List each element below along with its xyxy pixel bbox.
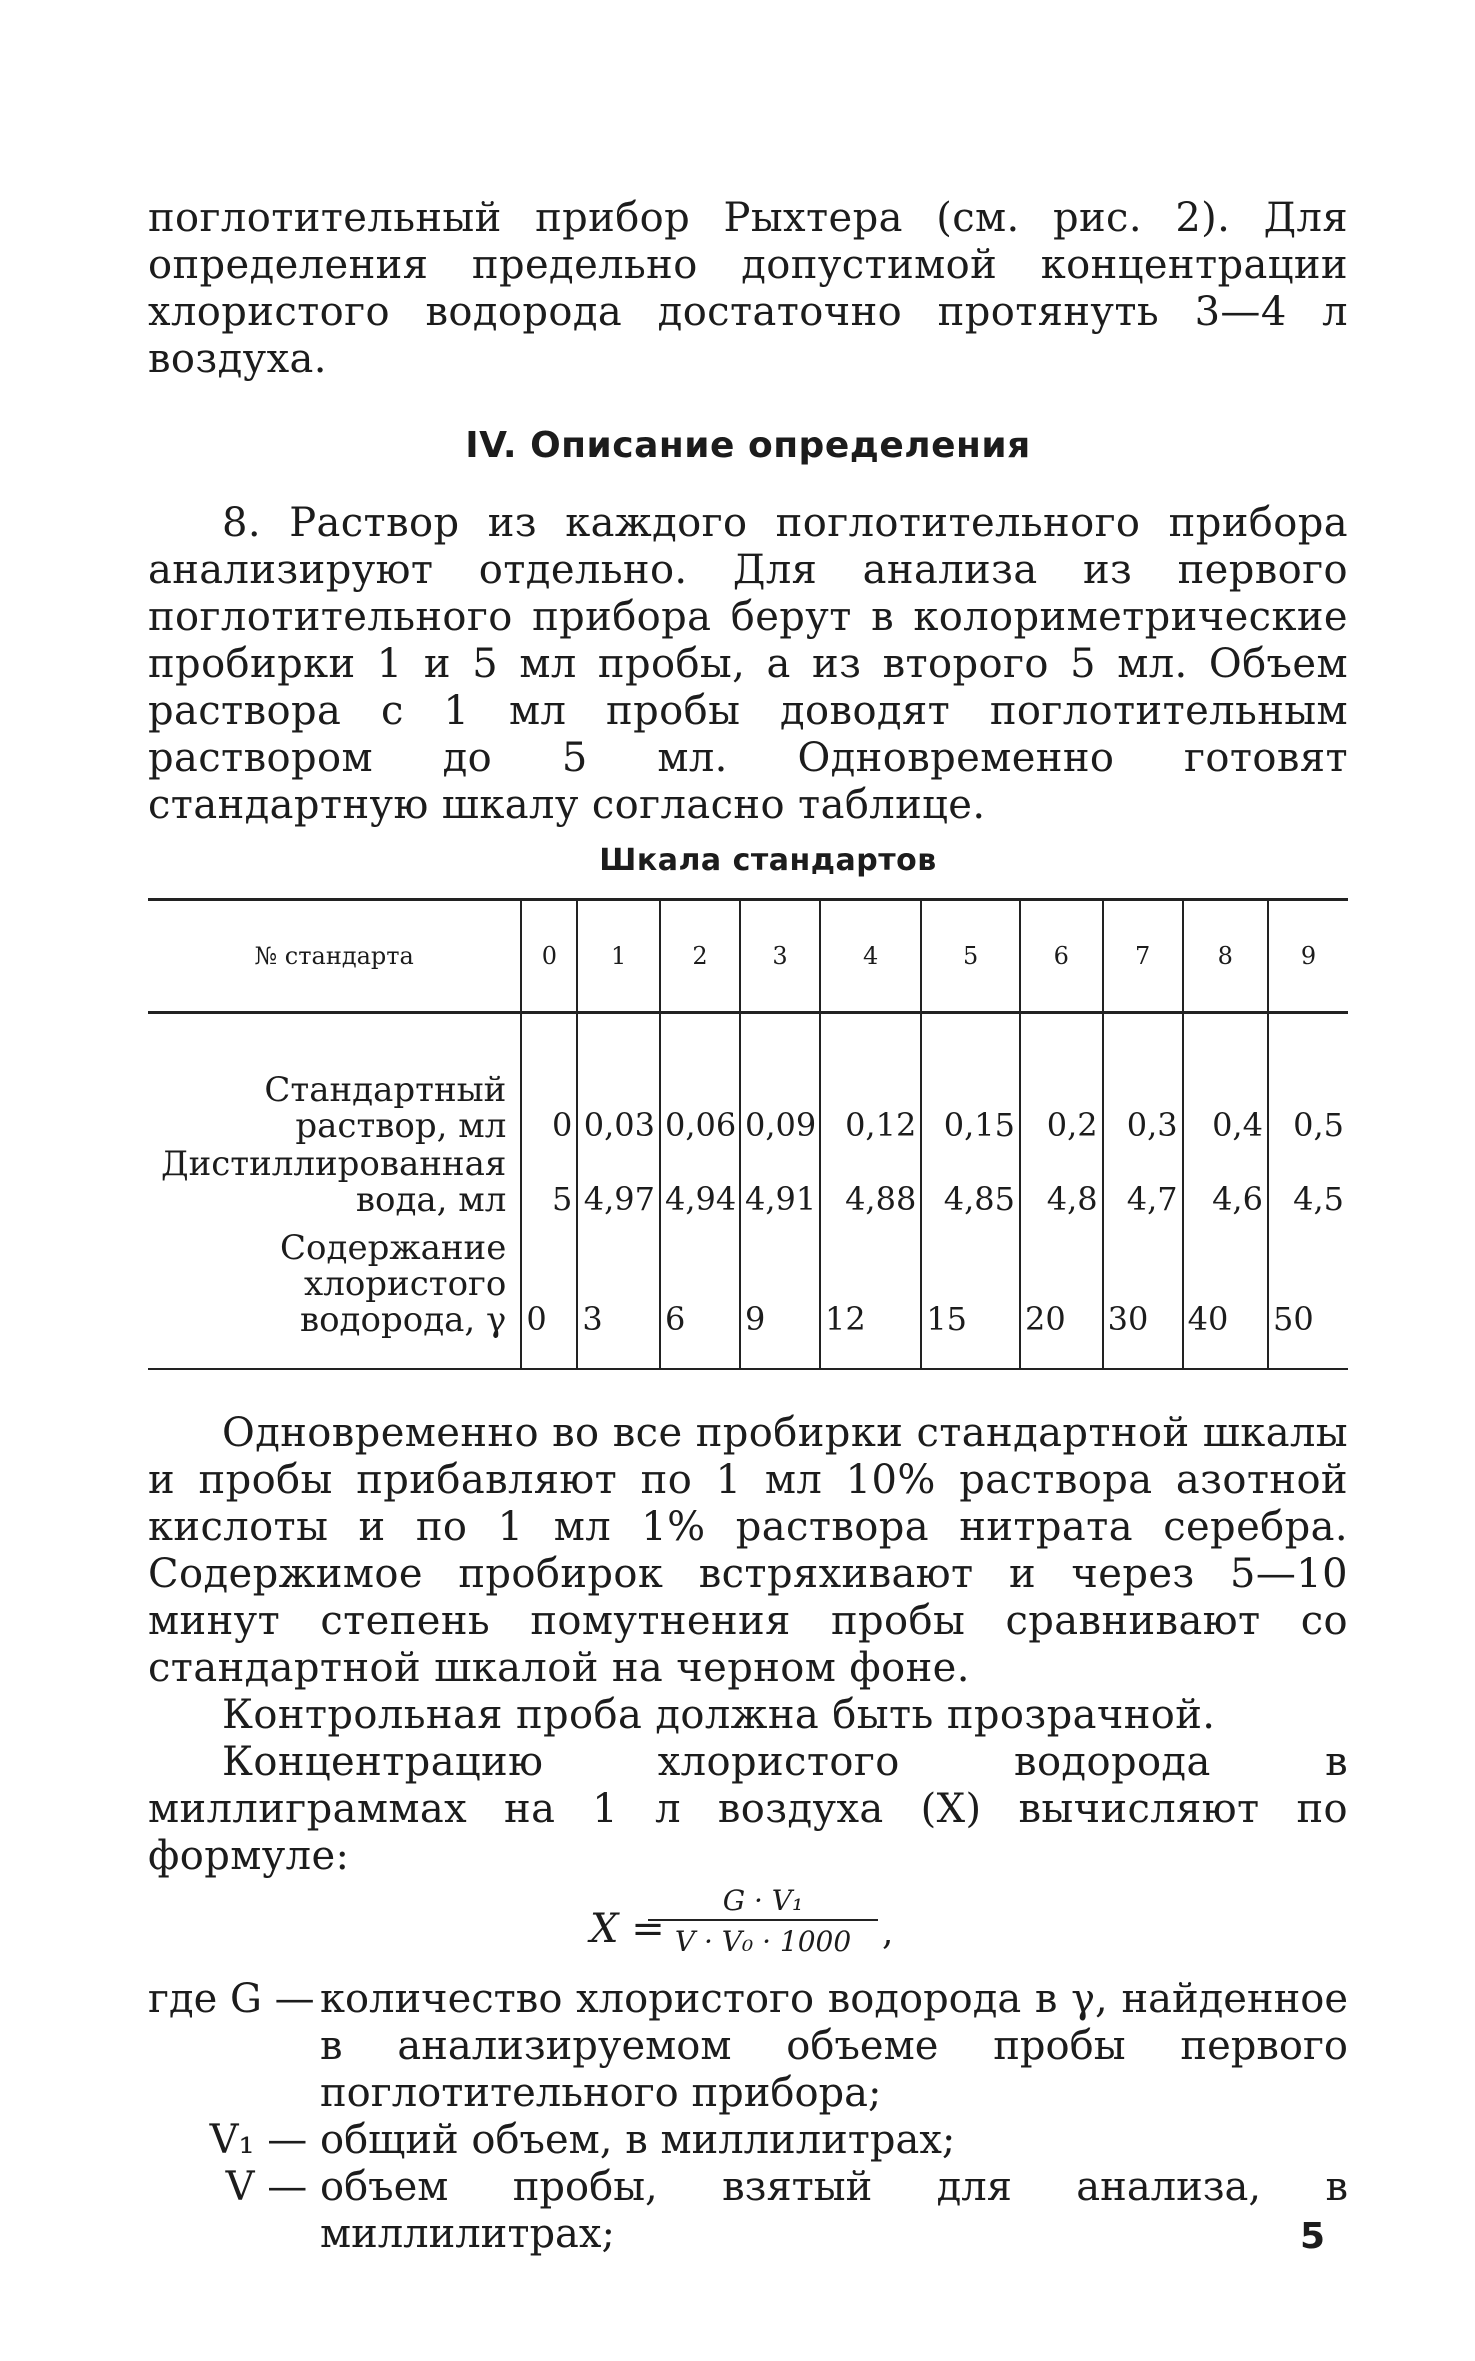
definition-label: V₁ — [209,2117,320,2163]
definition-item [148,1976,1348,2117]
table-cell: 0 [521,1013,577,1147]
table-header-row [148,900,1348,1013]
table-cell: 4,94 [660,1146,740,1220]
table-cell: 4,85 [921,1146,1020,1220]
row-label: Дистиллированная вода, мл [160,1144,507,1220]
table-cell: 4,8 [1020,1146,1103,1220]
table-cell: 4,91 [740,1146,820,1220]
row-label: Содержание хлористого водорода, γ [280,1228,507,1340]
definition-label: V — [225,2164,320,2210]
column-header: 5 [921,900,1020,1013]
definition-item [148,2117,1348,2164]
column-header: 2 [660,900,740,1013]
table-cell: 0 [521,1220,577,1369]
standards-table [148,898,1348,1370]
formula-denominator: V · V₀ · 1000 [674,1925,852,1958]
definition-text: общий объем, в миллилитрах; [320,2117,956,2163]
column-header: 6 [1020,900,1103,1013]
definition-text: объем пробы, взятый для анализа, в миллилитрах; [320,2164,1348,2257]
definitions-list [148,1976,1348,2258]
column-header: 9 [1268,900,1348,1013]
paragraph-8: 8. Раствор из каждого поглотительного прибора анализируют отдельно. Для анализа из первого поглотительного прибора берут в колориметрические пробирки 1 и 5 мл пробы, а из второго 5 мл. Объем раствора с 1 мл пробы доводят поглотительным раствором до 5 мл. Одновременно готовят стандартную шкалу согласно таблице. [148,500,1348,828]
table-cell: 4,97 [577,1146,660,1220]
table-cell: 4,88 [820,1146,921,1220]
table-cell: 0,15 [921,1013,1020,1147]
intro-paragraph: поглотительный прибор Рыхтера (см. рис. 2). Для определения предельно допустимой концентрации хлористого водорода достаточно протянуть 3—4 л воздуха. [148,195,1348,382]
table-cell: 0,4 [1183,1013,1268,1147]
formula-comma: , [882,1912,894,1953]
table-cell: 0,09 [740,1013,820,1147]
table-cell: 15 [921,1220,1020,1369]
definition-text: количество хлористого водорода в γ, найденное в анализируемом объеме пробы первого поглотительного прибора; [320,1976,1348,2116]
paragraph-control: Контрольная проба должна быть прозрачной. [222,1692,1216,1738]
table-cell: 0,03 [577,1013,660,1147]
table-cell: 0,12 [820,1013,921,1147]
table-cell: 50 [1268,1220,1348,1369]
column-header: 1 [577,900,660,1013]
table-row [148,1146,1348,1220]
table-cell: 4,7 [1103,1146,1183,1220]
table-cell: 12 [820,1220,921,1369]
table-cell: 9 [740,1220,820,1369]
table-cell: 40 [1183,1220,1268,1369]
document-page [148,195,1348,2258]
table-cell: 30 [1103,1220,1183,1369]
paragraph-after-table: Одновременно во все пробирки стандартной шкалы и пробы прибавляют по 1 мл 10% раствора азотной кислоты и по 1 мл 1% раствора нитрата серебра. Содержимое пробирок встряхивают и через 5—10 минут степень помутнения пробы сравнивают со стандартной шкалой на черном фоне. [148,1410,1348,1691]
table-cell: 5 [521,1146,577,1220]
row-label: Стандартный раствор, мл [264,1070,507,1146]
table-cell: 4,6 [1183,1146,1268,1220]
formula-lhs: X = [590,1906,665,1952]
table-cell: 3 [577,1220,660,1369]
formula [148,1884,1348,1968]
table-cell: 0,06 [660,1013,740,1147]
page-number: 5 [1300,2216,1326,2257]
definition-label: где G — [148,1976,328,2022]
column-header: 4 [820,900,921,1013]
column-header: 3 [740,900,820,1013]
table-cell: 4,5 [1268,1146,1348,1220]
table-row [148,1220,1348,1369]
column-header: 8 [1183,900,1268,1013]
section-title: IV. Описание определения [465,425,1031,466]
table-row [148,1013,1348,1147]
column-header: 7 [1103,900,1183,1013]
table-cell: 0,3 [1103,1013,1183,1147]
formula-fraction [648,1884,878,1958]
formula-numerator: G · V₁ [648,1884,878,1921]
table-cell: 20 [1020,1220,1103,1369]
table-cell: 0,2 [1020,1013,1103,1147]
definition-item [148,2164,1348,2258]
table-cell: 6 [660,1220,740,1369]
paragraph-formula-intro: Концентрацию хлористого водорода в миллиграммах на 1 л воздуха (X) вычисляют по формуле: [148,1739,1348,1879]
column-header: 0 [521,900,577,1013]
header-label: № стандарта [148,900,521,1013]
table-cell: 0,5 [1268,1013,1348,1147]
table-title: Шкала стандартов [599,843,937,878]
